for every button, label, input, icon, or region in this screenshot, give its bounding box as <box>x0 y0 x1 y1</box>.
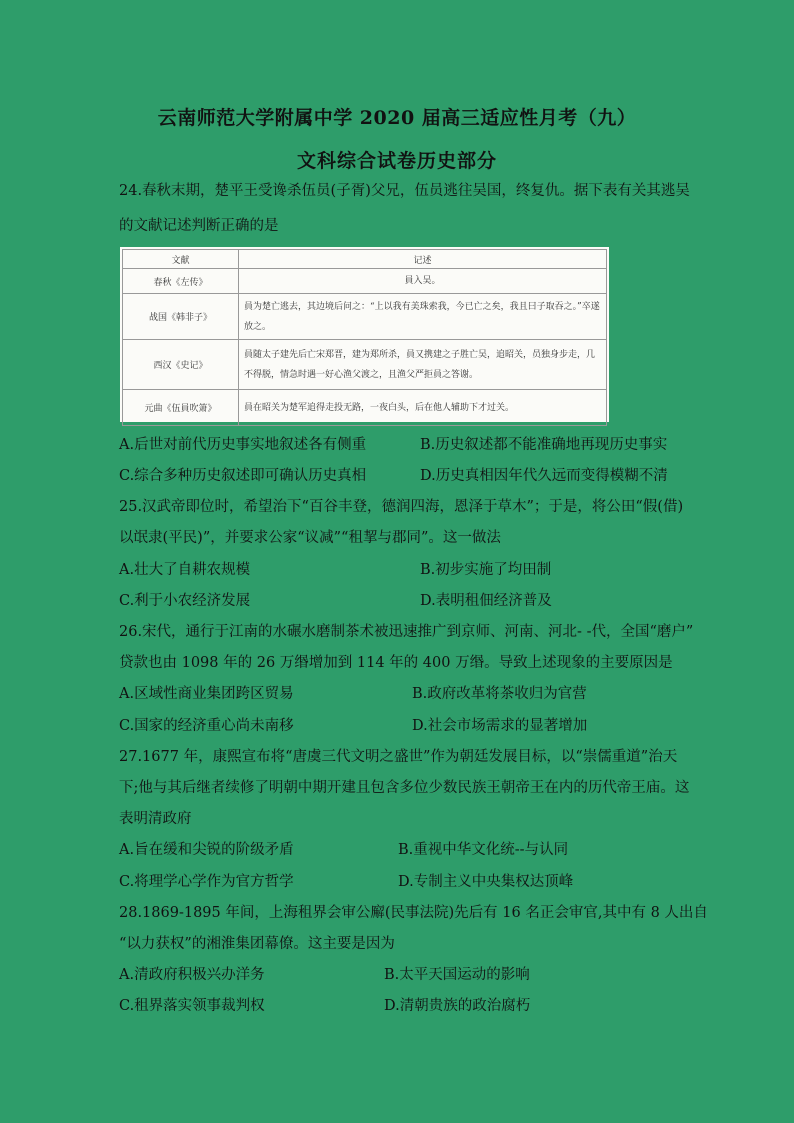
page-title: 云南师范大学附属中学 2020 届高三适应性月考（九） <box>157 107 637 129</box>
table-cell-text: 員入吴。 <box>239 269 607 294</box>
q24-option-b: B.历史叙述都不能准确地再现历史事实 <box>420 437 668 453</box>
q25-option-b: B.初步实施了均田制 <box>420 562 552 578</box>
table-row <box>123 294 607 340</box>
table-cell-text: 員随太子建先后亡宋郑晋，建为郑所杀，員又携建之子胜亡吴，追昭关，员独身步走，几不得脱，情急时遇一好心渔父渡之，且渔父严拒員之答谢。 <box>239 340 607 390</box>
table-row <box>123 269 607 294</box>
table-header-source: 文献 <box>123 250 239 269</box>
table-header-text: 记述 <box>239 250 607 269</box>
q27-stem-line3: 表明清政府 <box>119 811 192 827</box>
q25-option-c: C.利于小农经济发展 <box>119 593 251 609</box>
q26-option-d: D.社会市场需求的显著增加 <box>412 718 588 734</box>
table-row <box>123 390 607 426</box>
q24-option-c: C.综合多种历史叙述即可确认历史真相 <box>119 468 367 484</box>
q24-source-table <box>120 247 609 422</box>
table-row <box>123 340 607 390</box>
q25-stem-line1: 25.汉武帝即位时，希望治下“百谷丰登，德润四海，恩泽于草木”；于是，将公田“假(借) <box>119 499 684 515</box>
q26-option-b: B.政府改革将茶收归为官营 <box>412 686 587 702</box>
q26-option-c: C.国家的经济重心尚未南移 <box>119 718 294 734</box>
q28-stem-line2: “以力获权”的湘淮集团幕僚。这主要是因为 <box>119 936 395 952</box>
table-cell-source: 西汉《史记》 <box>123 340 239 390</box>
q28-option-c: C.租界落实领事裁判权 <box>119 998 265 1014</box>
q24-option-d: D.历史真相因年代久远而变得模糊不清 <box>420 468 668 484</box>
table-cell-source: 元曲《伍員吹箫》 <box>123 390 239 426</box>
q27-option-a: A.旨在缓和尖锐的阶级矛盾 <box>119 842 294 858</box>
q25-option-d: D.表明租佃经济普及 <box>420 593 552 609</box>
q24-option-a: A.后世对前代历史事实地叙述各有侧重 <box>119 437 367 453</box>
q28-option-a: A.清政府积极兴办洋务 <box>119 967 265 983</box>
q24-stem-line2: 的文献记述判断正确的是 <box>119 218 279 234</box>
q27-option-c: C.将理学心学作为官方哲学 <box>119 874 294 890</box>
table-cell-text: 員在昭关为楚军追得走投无路，一夜白头，后在他人辅助下才过关。 <box>239 390 607 426</box>
q25-stem-line2: 以氓隶(平民)”，并要求公家“议减”“租挈与郡同”。这一做法 <box>119 530 501 546</box>
table-cell-source: 春秋《左传》 <box>123 269 239 294</box>
q28-option-b: B.太平天国运动的影响 <box>384 967 530 983</box>
q24-stem-line1: 24.春秋末期，楚平王受谗杀伍员(子胥)父兄，伍员逃往吴国，终复仇。据下表有关其逃吴 <box>119 183 690 199</box>
q28-option-d: D.清朝贵族的政治腐朽 <box>384 998 531 1014</box>
q28-stem-line1: 28.1869-1895 年间，上海租界会审公廨(民事法院)先后有 16 名正会审官,其中有 8 人出自 <box>119 905 708 921</box>
q27-stem-line2: 下;他与其后继者续修了明朝中期开建且包含多位少数民族王朝帝王在内的历代帝王庙。这 <box>119 780 690 796</box>
table-cell-source: 战国《韩非子》 <box>123 294 239 340</box>
table-cell-text: 員为楚亡逃去，其边境后问之：“上以我有美珠索我，今已亡之矣，我且曰子取吞之。”卒遂放之。 <box>239 294 607 340</box>
q27-option-d: D.专制主义中央集权达顶峰 <box>398 874 574 890</box>
q26-stem-line1: 26.宋代，通行于江南的水碾水磨制茶术被迅速推广到京师、河南、河北- -代，全国“磨户” <box>119 624 694 640</box>
q27-stem-line1: 27.1677 年，康熙宣布将“唐虞三代文明之盛世”作为朝廷发展目标，以“崇儒重道”治天 <box>119 749 678 765</box>
q27-option-b: B.重视中华文化统--与认同 <box>398 842 569 858</box>
q25-option-a: A.壮大了自耕农规模 <box>119 562 251 578</box>
page-subtitle: 文科综合试卷历史部分 <box>296 150 497 172</box>
q26-option-a: A.区域性商业集团跨区贸易 <box>119 686 294 702</box>
q26-stem-line2: 贷款也由 1098 年的 26 万缗增加到 114 年的 400 万缗。导致上述现象的主要原因是 <box>119 655 673 671</box>
